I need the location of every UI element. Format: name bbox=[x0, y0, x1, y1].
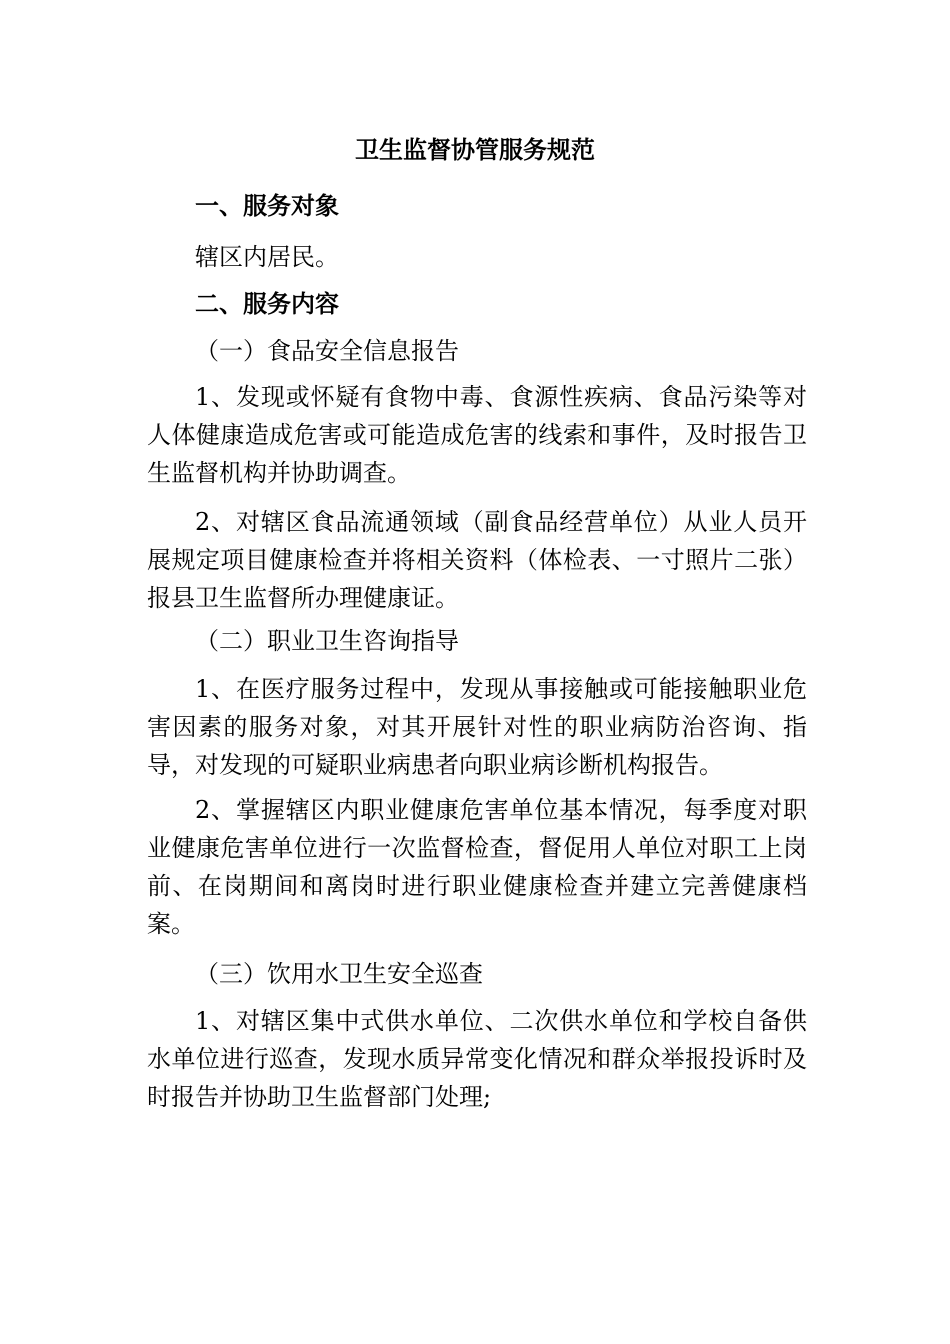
paragraph-service-target: 辖区内居民。 bbox=[195, 243, 339, 271]
subsection-heading-drinking-water: （三）饮用水卫生安全巡查 bbox=[195, 960, 483, 988]
paragraph-food-safety-1: 1、发现或怀疑有食物中毒、食源性疾病、食品污染等对人体健康造成危害或可能造成危害的线索和事件，及时报告卫生监督机构并协助调查。 bbox=[147, 383, 807, 487]
paragraph-food-safety-2: 2、对辖区食品流通领域（副食品经营单位）从业人员开展规定项目健康检查并将相关资料（体检表、一寸照片二张）报县卫生监督所办理健康证。 bbox=[147, 508, 807, 612]
subsection-heading-food-safety: （一）食品安全信息报告 bbox=[195, 337, 459, 365]
paragraph-occupational-health-2: 2、掌握辖区内职业健康危害单位基本情况，每季度对职业健康危害单位进行一次监督检查，督促用人单位对职工上岗前、在岗期间和离岗时进行职业健康检查并建立完善健康档案。 bbox=[147, 796, 807, 938]
subsection-heading-occupational-health: （二）职业卫生咨询指导 bbox=[195, 627, 459, 655]
document-title: 卫生监督协管服务规范 bbox=[355, 136, 595, 164]
section-heading-service-content: 二、服务内容 bbox=[195, 290, 339, 318]
section-heading-service-target: 一、服务对象 bbox=[195, 192, 339, 220]
paragraph-occupational-health-1: 1、在医疗服务过程中，发现从事接触或可能接触职业危害因素的服务对象，对其开展针对性的职业病防治咨询、指导，对发现的可疑职业病患者向职业病诊断机构报告。 bbox=[147, 675, 807, 779]
paragraph-drinking-water-1: 1、对辖区集中式供水单位、二次供水单位和学校自备供水单位进行巡查，发现水质异常变化情况和群众举报投诉时及时报告并协助卫生监督部门处理; bbox=[147, 1007, 807, 1111]
